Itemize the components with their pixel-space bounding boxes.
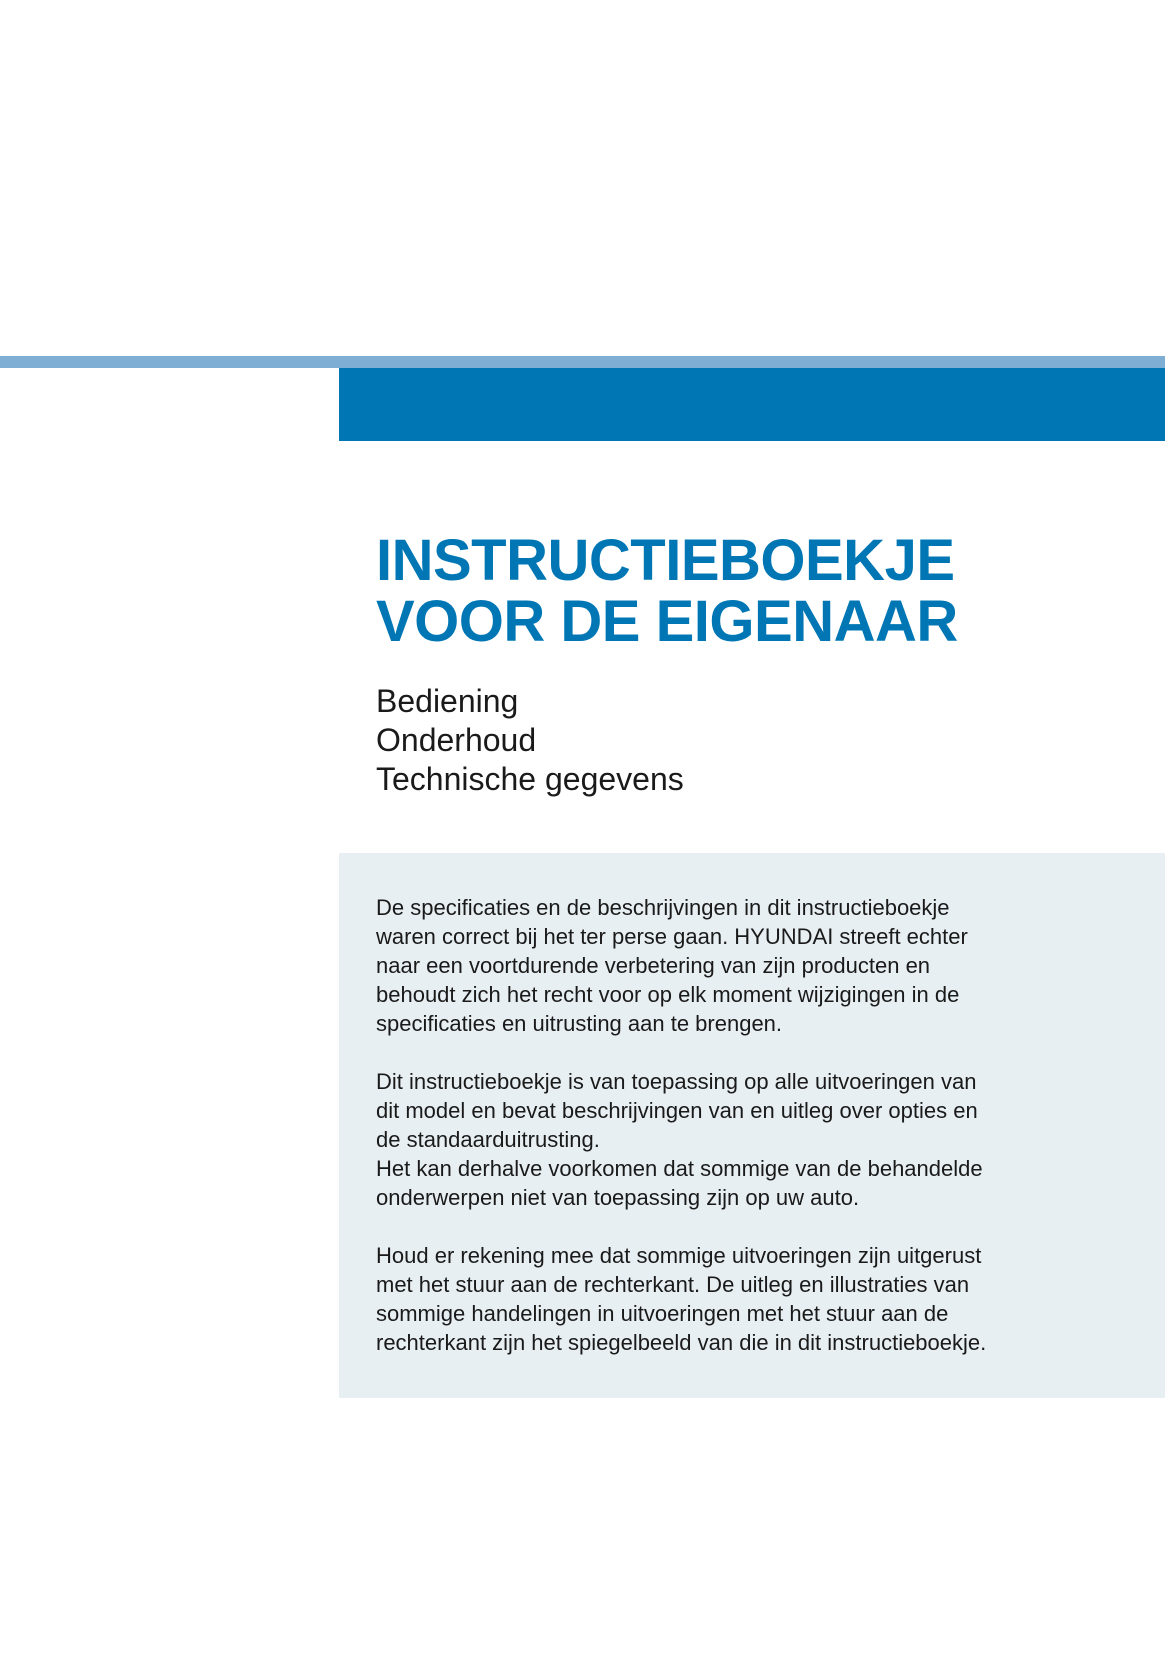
text-line: met het stuur aan de rechterkant. De uitleg en illustraties van — [376, 1272, 970, 1297]
text-line: sommige handelingen in uitvoeringen met het stuur aan de — [376, 1301, 949, 1326]
info-paragraph-toepassing — [376, 1067, 1136, 1212]
header-band-dark — [339, 368, 1165, 441]
text-line: De specificaties en de beschrijvingen in dit instructieboekje — [376, 895, 950, 920]
text-line: specificaties en uitrusting aan te brengen. — [376, 1011, 783, 1036]
info-text — [376, 893, 1136, 1386]
title-line-2: VOOR DE EIGENAAR — [376, 589, 958, 654]
subtitle-bediening: Bediening — [376, 683, 519, 719]
text-line: waren correct bij het ter perse gaan. HYUNDAI streeft echter — [376, 924, 968, 949]
subtitle-list — [376, 682, 1136, 799]
header-band-light — [0, 356, 1165, 368]
info-box — [339, 853, 1165, 1398]
text-line: naar een voortdurende verbetering van zijn producten en — [376, 953, 931, 978]
text-line: Dit instructieboekje is van toepassing op alle uitvoeringen van — [376, 1069, 977, 1094]
text-line: Houd er rekening mee dat sommige uitvoeringen zijn uitgerust — [376, 1243, 982, 1268]
text-line: de standaarduitrusting. — [376, 1127, 600, 1152]
subtitle-technische-gegevens: Technische gegevens — [376, 761, 684, 797]
text-line: onderwerpen niet van toepassing zijn op uw auto. — [376, 1185, 860, 1210]
text-line: dit model en bevat beschrijvingen van en uitleg over opties en — [376, 1098, 978, 1123]
info-paragraph-stuur-rechts — [376, 1241, 1136, 1357]
title-line-1: INSTRUCTIEBOEKJE — [376, 528, 955, 593]
text-line: behoudt zich het recht voor op elk moment wijzigingen in de — [376, 982, 960, 1007]
info-paragraph-specificaties — [376, 893, 1136, 1038]
text-line: Het kan derhalve voorkomen dat sommige van de behandelde — [376, 1156, 983, 1181]
subtitle-onderhoud: Onderhoud — [376, 722, 537, 758]
text-line: rechterkant zijn het spiegelbeeld van die in dit instructieboekje. — [376, 1330, 987, 1355]
document-title — [376, 530, 1136, 652]
